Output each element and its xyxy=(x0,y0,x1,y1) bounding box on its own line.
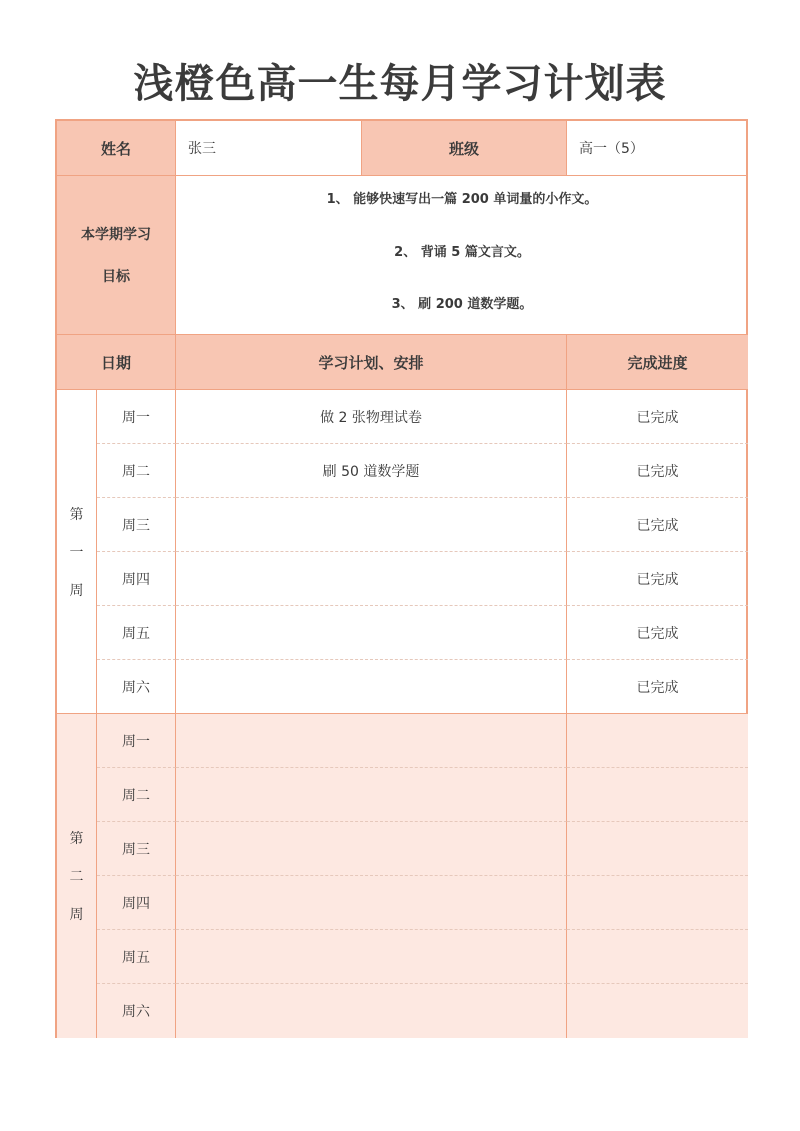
day-cell: 周三 xyxy=(97,498,176,552)
header-progress: 完成进度 xyxy=(567,335,748,390)
progress-cell[interactable] xyxy=(567,714,748,768)
week-label-char: 二 xyxy=(69,869,84,885)
week-2-label xyxy=(57,714,97,1038)
day-cell: 周五 xyxy=(97,606,176,660)
week-label-char: 周 xyxy=(69,582,84,599)
progress-cell[interactable] xyxy=(567,930,748,984)
progress-cell[interactable]: 已完成 xyxy=(567,498,748,552)
day-cell: 周三 xyxy=(97,822,176,876)
day-cell: 周六 xyxy=(97,660,176,714)
day-cell: 周一 xyxy=(97,390,176,444)
goal-item: 3、 刷 200 道数学题。 xyxy=(391,297,533,312)
progress-cell[interactable]: 已完成 xyxy=(567,660,748,714)
goals-label xyxy=(57,176,176,335)
week-label-char: 第 xyxy=(69,506,84,523)
page-title: 浅橙色高一生每月学习计划表 xyxy=(133,61,667,107)
class-field[interactable]: 高一（5） xyxy=(567,121,748,176)
day-cell: 周一 xyxy=(97,714,176,768)
day-cell: 周二 xyxy=(97,768,176,822)
plan-cell[interactable] xyxy=(176,498,567,552)
progress-cell[interactable]: 已完成 xyxy=(567,552,748,606)
goal-item: 1、 能够快速写出一篇 200 单词量的小作文。 xyxy=(326,192,598,207)
plan-table xyxy=(55,119,748,1038)
progress-cell[interactable]: 已完成 xyxy=(567,390,748,444)
progress-cell[interactable] xyxy=(567,876,748,930)
name-field[interactable]: 张三 xyxy=(176,121,362,176)
plan-cell[interactable] xyxy=(176,876,567,930)
week-label-char: 一 xyxy=(69,544,84,561)
goals-list xyxy=(176,176,748,335)
day-cell: 周四 xyxy=(97,552,176,606)
goals-label-line2: 目标 xyxy=(102,269,130,285)
plan-cell[interactable] xyxy=(176,822,567,876)
progress-cell[interactable] xyxy=(567,822,748,876)
goal-item: 2、 背诵 5 篇文言文。 xyxy=(394,244,530,260)
plan-cell[interactable] xyxy=(176,930,567,984)
plan-cell[interactable]: 刷 50 道数学题 xyxy=(176,444,567,498)
week-label-char: 周 xyxy=(69,907,84,923)
plan-cell[interactable] xyxy=(176,714,567,768)
name-label: 姓名 xyxy=(57,121,176,176)
progress-cell[interactable]: 已完成 xyxy=(567,444,748,498)
day-cell: 周五 xyxy=(97,930,176,984)
header-plan: 学习计划、安排 xyxy=(176,335,567,390)
header-date: 日期 xyxy=(57,335,176,390)
week-label-char: 第 xyxy=(69,831,84,847)
plan-cell[interactable] xyxy=(176,768,567,822)
progress-cell[interactable]: 已完成 xyxy=(567,606,748,660)
plan-cell[interactable] xyxy=(176,660,567,714)
plan-cell[interactable] xyxy=(176,984,567,1038)
plan-cell[interactable]: 做 2 张物理试卷 xyxy=(176,390,567,444)
day-cell: 周四 xyxy=(97,876,176,930)
plan-cell[interactable] xyxy=(176,552,567,606)
goals-label-line1: 本学期学习 xyxy=(81,227,151,243)
class-label: 班级 xyxy=(362,121,567,176)
progress-cell[interactable] xyxy=(567,984,748,1038)
day-cell: 周二 xyxy=(97,444,176,498)
progress-cell[interactable] xyxy=(567,768,748,822)
plan-cell[interactable] xyxy=(176,606,567,660)
week-1-label xyxy=(57,390,97,714)
day-cell: 周六 xyxy=(97,984,176,1038)
